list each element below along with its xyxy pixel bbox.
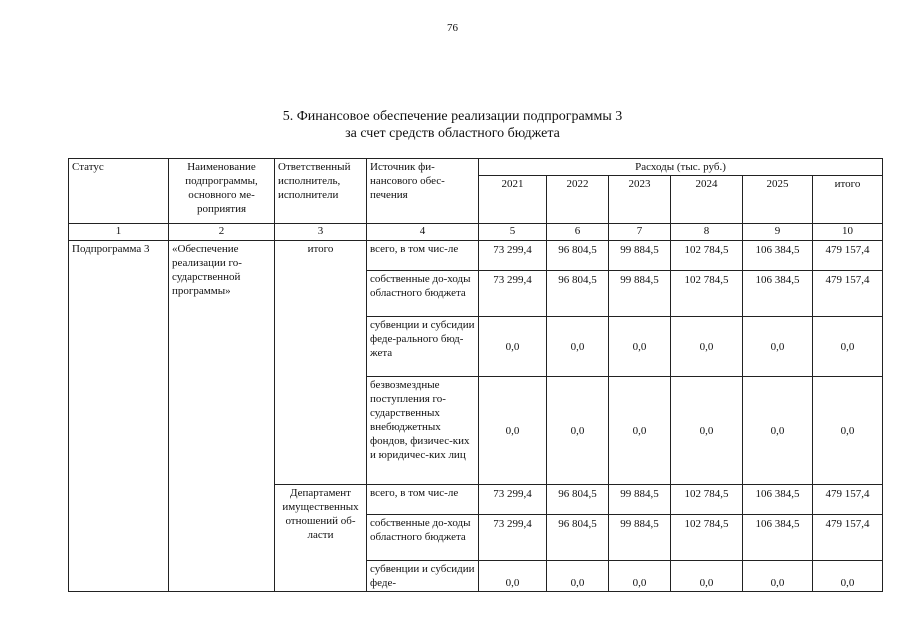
value-cell: 0,0: [479, 317, 547, 377]
value-cell: 102 784,5: [671, 241, 743, 271]
title-line-1: 5. Финансовое обеспечение реализации подпрограммы 3: [282, 109, 623, 124]
column-number: 3: [275, 224, 367, 241]
value-cell: 73 299,4: [479, 241, 547, 271]
header-row-1: [69, 159, 883, 176]
value-cell: 96 804,5: [547, 241, 609, 271]
source-cell: безвозмездные поступления го-сударственных внебюджетных фондов, физичес-ких и юридичес-ких лиц: [367, 377, 479, 485]
column-number: 4: [367, 224, 479, 241]
value-cell: 73 299,4: [479, 271, 547, 317]
value-cell: 0,0: [609, 317, 671, 377]
header-year: 2022: [547, 176, 609, 224]
financing-table: [68, 158, 883, 592]
header-year: 2021: [479, 176, 547, 224]
header-responsible: Ответственный исполнитель, исполнители: [275, 159, 367, 224]
value-cell: 0,0: [479, 377, 547, 485]
page-number: 76: [447, 22, 458, 34]
value-cell: 0,0: [547, 561, 609, 592]
value-cell: 0,0: [547, 317, 609, 377]
value-cell: 479 157,4: [813, 485, 883, 515]
value-cell: 96 804,5: [547, 485, 609, 515]
value-cell: 0,0: [743, 317, 813, 377]
header-total: итого: [813, 176, 883, 224]
title-line-2: за счет средств областного бюджета: [345, 126, 560, 141]
column-number: 7: [609, 224, 671, 241]
column-number: 1: [69, 224, 169, 241]
value-cell: 0,0: [671, 317, 743, 377]
source-cell: собственные до-ходы областного бюджета: [367, 271, 479, 317]
value-cell: 0,0: [743, 561, 813, 592]
table-row: [69, 241, 883, 271]
header-name: Наименование подпрограммы, основного ме-роприятия: [169, 159, 275, 224]
value-cell: 96 804,5: [547, 515, 609, 561]
header-source: Источник фи-нансового обес-печения: [367, 159, 479, 224]
source-cell: субвенции и субсидии феде-рального бюд-жета: [367, 317, 479, 377]
status-cell: Подпрограмма 3: [69, 241, 169, 592]
header-year: 2025: [743, 176, 813, 224]
source-cell: субвенции и субсидии феде-: [367, 561, 479, 592]
value-cell: 479 157,4: [813, 241, 883, 271]
header-status: Статус: [69, 159, 169, 224]
value-cell: 0,0: [813, 317, 883, 377]
value-cell: 0,0: [671, 561, 743, 592]
value-cell: 96 804,5: [547, 271, 609, 317]
value-cell: 479 157,4: [813, 271, 883, 317]
value-cell: 99 884,5: [609, 485, 671, 515]
source-cell: всего, в том чис-ле: [367, 241, 479, 271]
column-number: 9: [743, 224, 813, 241]
value-cell: 106 384,5: [743, 485, 813, 515]
column-number-row: [69, 224, 883, 241]
header-year: 2024: [671, 176, 743, 224]
value-cell: 0,0: [547, 377, 609, 485]
responsible-cell: итого: [275, 241, 367, 485]
value-cell: 102 784,5: [671, 485, 743, 515]
column-number: 10: [813, 224, 883, 241]
value-cell: 106 384,5: [743, 271, 813, 317]
value-cell: 0,0: [813, 377, 883, 485]
section-title: [0, 108, 905, 142]
value-cell: 73 299,4: [479, 515, 547, 561]
value-cell: 0,0: [813, 561, 883, 592]
value-cell: 102 784,5: [671, 271, 743, 317]
value-cell: 99 884,5: [609, 515, 671, 561]
column-number: 8: [671, 224, 743, 241]
value-cell: 0,0: [671, 377, 743, 485]
column-number: 6: [547, 224, 609, 241]
value-cell: 0,0: [479, 561, 547, 592]
header-year: 2023: [609, 176, 671, 224]
value-cell: 99 884,5: [609, 241, 671, 271]
responsible-cell: Департамент имущественных отношений об-ласти: [275, 485, 367, 592]
column-number: 5: [479, 224, 547, 241]
column-number: 2: [169, 224, 275, 241]
value-cell: 0,0: [743, 377, 813, 485]
value-cell: 106 384,5: [743, 241, 813, 271]
source-cell: собственные до-ходы областного бюджета: [367, 515, 479, 561]
value-cell: 479 157,4: [813, 515, 883, 561]
source-cell: всего, в том чис-ле: [367, 485, 479, 515]
value-cell: 99 884,5: [609, 271, 671, 317]
value-cell: 73 299,4: [479, 485, 547, 515]
header-expenses: Расходы (тыс. руб.): [479, 159, 883, 176]
program-name-cell: «Обеспечение реализации го-сударственной программы»: [169, 241, 275, 592]
value-cell: 0,0: [609, 561, 671, 592]
value-cell: 102 784,5: [671, 515, 743, 561]
value-cell: 0,0: [609, 377, 671, 485]
value-cell: 106 384,5: [743, 515, 813, 561]
